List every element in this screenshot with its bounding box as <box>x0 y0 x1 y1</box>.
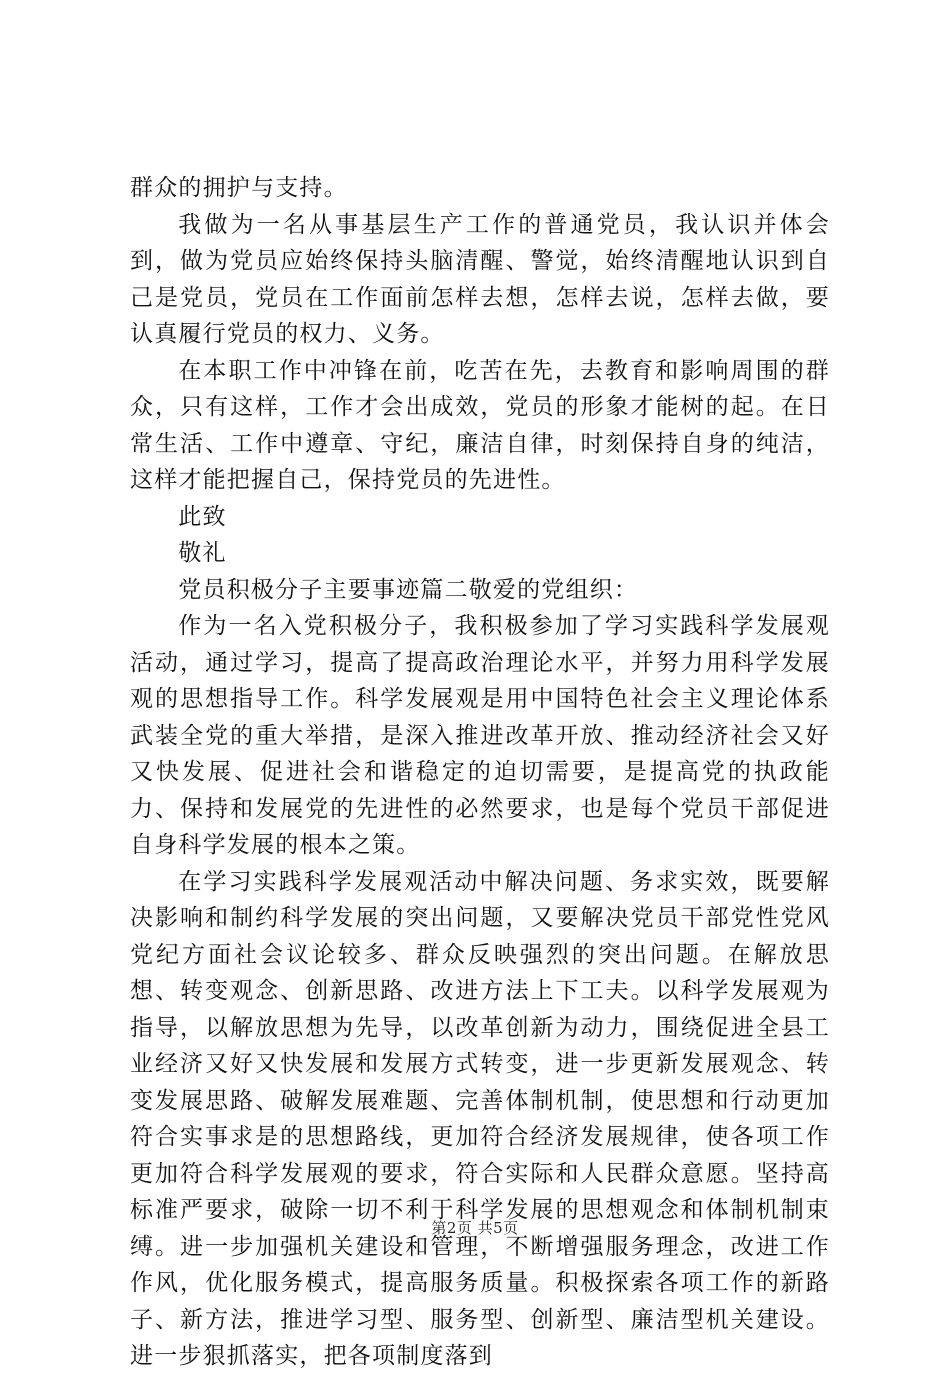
closing-regards: 敬礼 <box>178 540 227 566</box>
paragraph-5: 在学习实践科学发展观活动中解决问题、务求实效，既要解决影响和制约科学发展的突出问题，又要解决党员干部党性党风党纪方面社会议论较多、群众反映强烈的突出问题。在解放思想、转变观念、创新思路、改进方法上下工夫。以科学发展观为指导，以解放思想为先导，以改革创新为动力，围绕促进全县工业经济又好又快发展和发展方式转变，进一步更新发展观念、转变发展思路、破解发展难题、完善体制机制，使思想和行动更加符合实事求是的思想路线，更加符合经济发展规律，使各项工作更加符合科学发展观的要求，符合实际和人民群众意愿。坚持高标准严要求，破除一切不利于科学发展的思想观念和体制机制束缚。进一步加强机关建设和管理，不断增强服务理念，改进工作作风，优化服务模式，提高服务质量。积极探索各项工作的新路子、新方法，推进学习型、服务型、创新型、廉洁型机关建设。进一步狠抓落实，把各项制度落到 <box>130 868 830 1369</box>
paragraph-4: 作为一名入党积极分子，我积极参加了学习实践科学发展观活动，通过学习，提高了提高政治理论水平，并努力用科学发展观的思想指导工作。科学发展观是用中国特色社会主义理论体系武装全党的重大举措，是深入推进改革开放、推动经济社会又好又快发展、促进社会和谐稳定的迫切需要，是提高党的执政能力、保持和发展党的先进性的必然要求，也是每个党员干部促进自身科学发展的根本之策。 <box>130 613 830 858</box>
paragraph-2: 我做为一名从事基层生产工作的普通党员，我认识并体会到，做为党员应始终保持头脑清醒、警觉，始终清醒地认识到自己是党员，党员在工作面前怎样去想，怎样去说，怎样去做，要认真履行党员的权力、义务。 <box>130 211 830 347</box>
section-heading: 党员积极分子主要事迹篇二敬爱的党组织： <box>178 576 639 603</box>
page-footer: 第2页 共5页 <box>431 1219 519 1237</box>
paragraph-3: 在本职工作中冲锋在前，吃苦在先，去教育和影响周围的群众，只有这样，工作才会出成效，党员的形象才能树的起。在日常生活、工作中遵章、守纪，廉洁自律，时刻保持自身的纯洁，这样才能把握自己，保持党员的先进性。 <box>130 357 830 493</box>
closing-salutation: 此致 <box>178 503 227 530</box>
document-body <box>130 170 830 1375</box>
paragraph-1: 群众的拥护与支持。 <box>130 175 348 201</box>
